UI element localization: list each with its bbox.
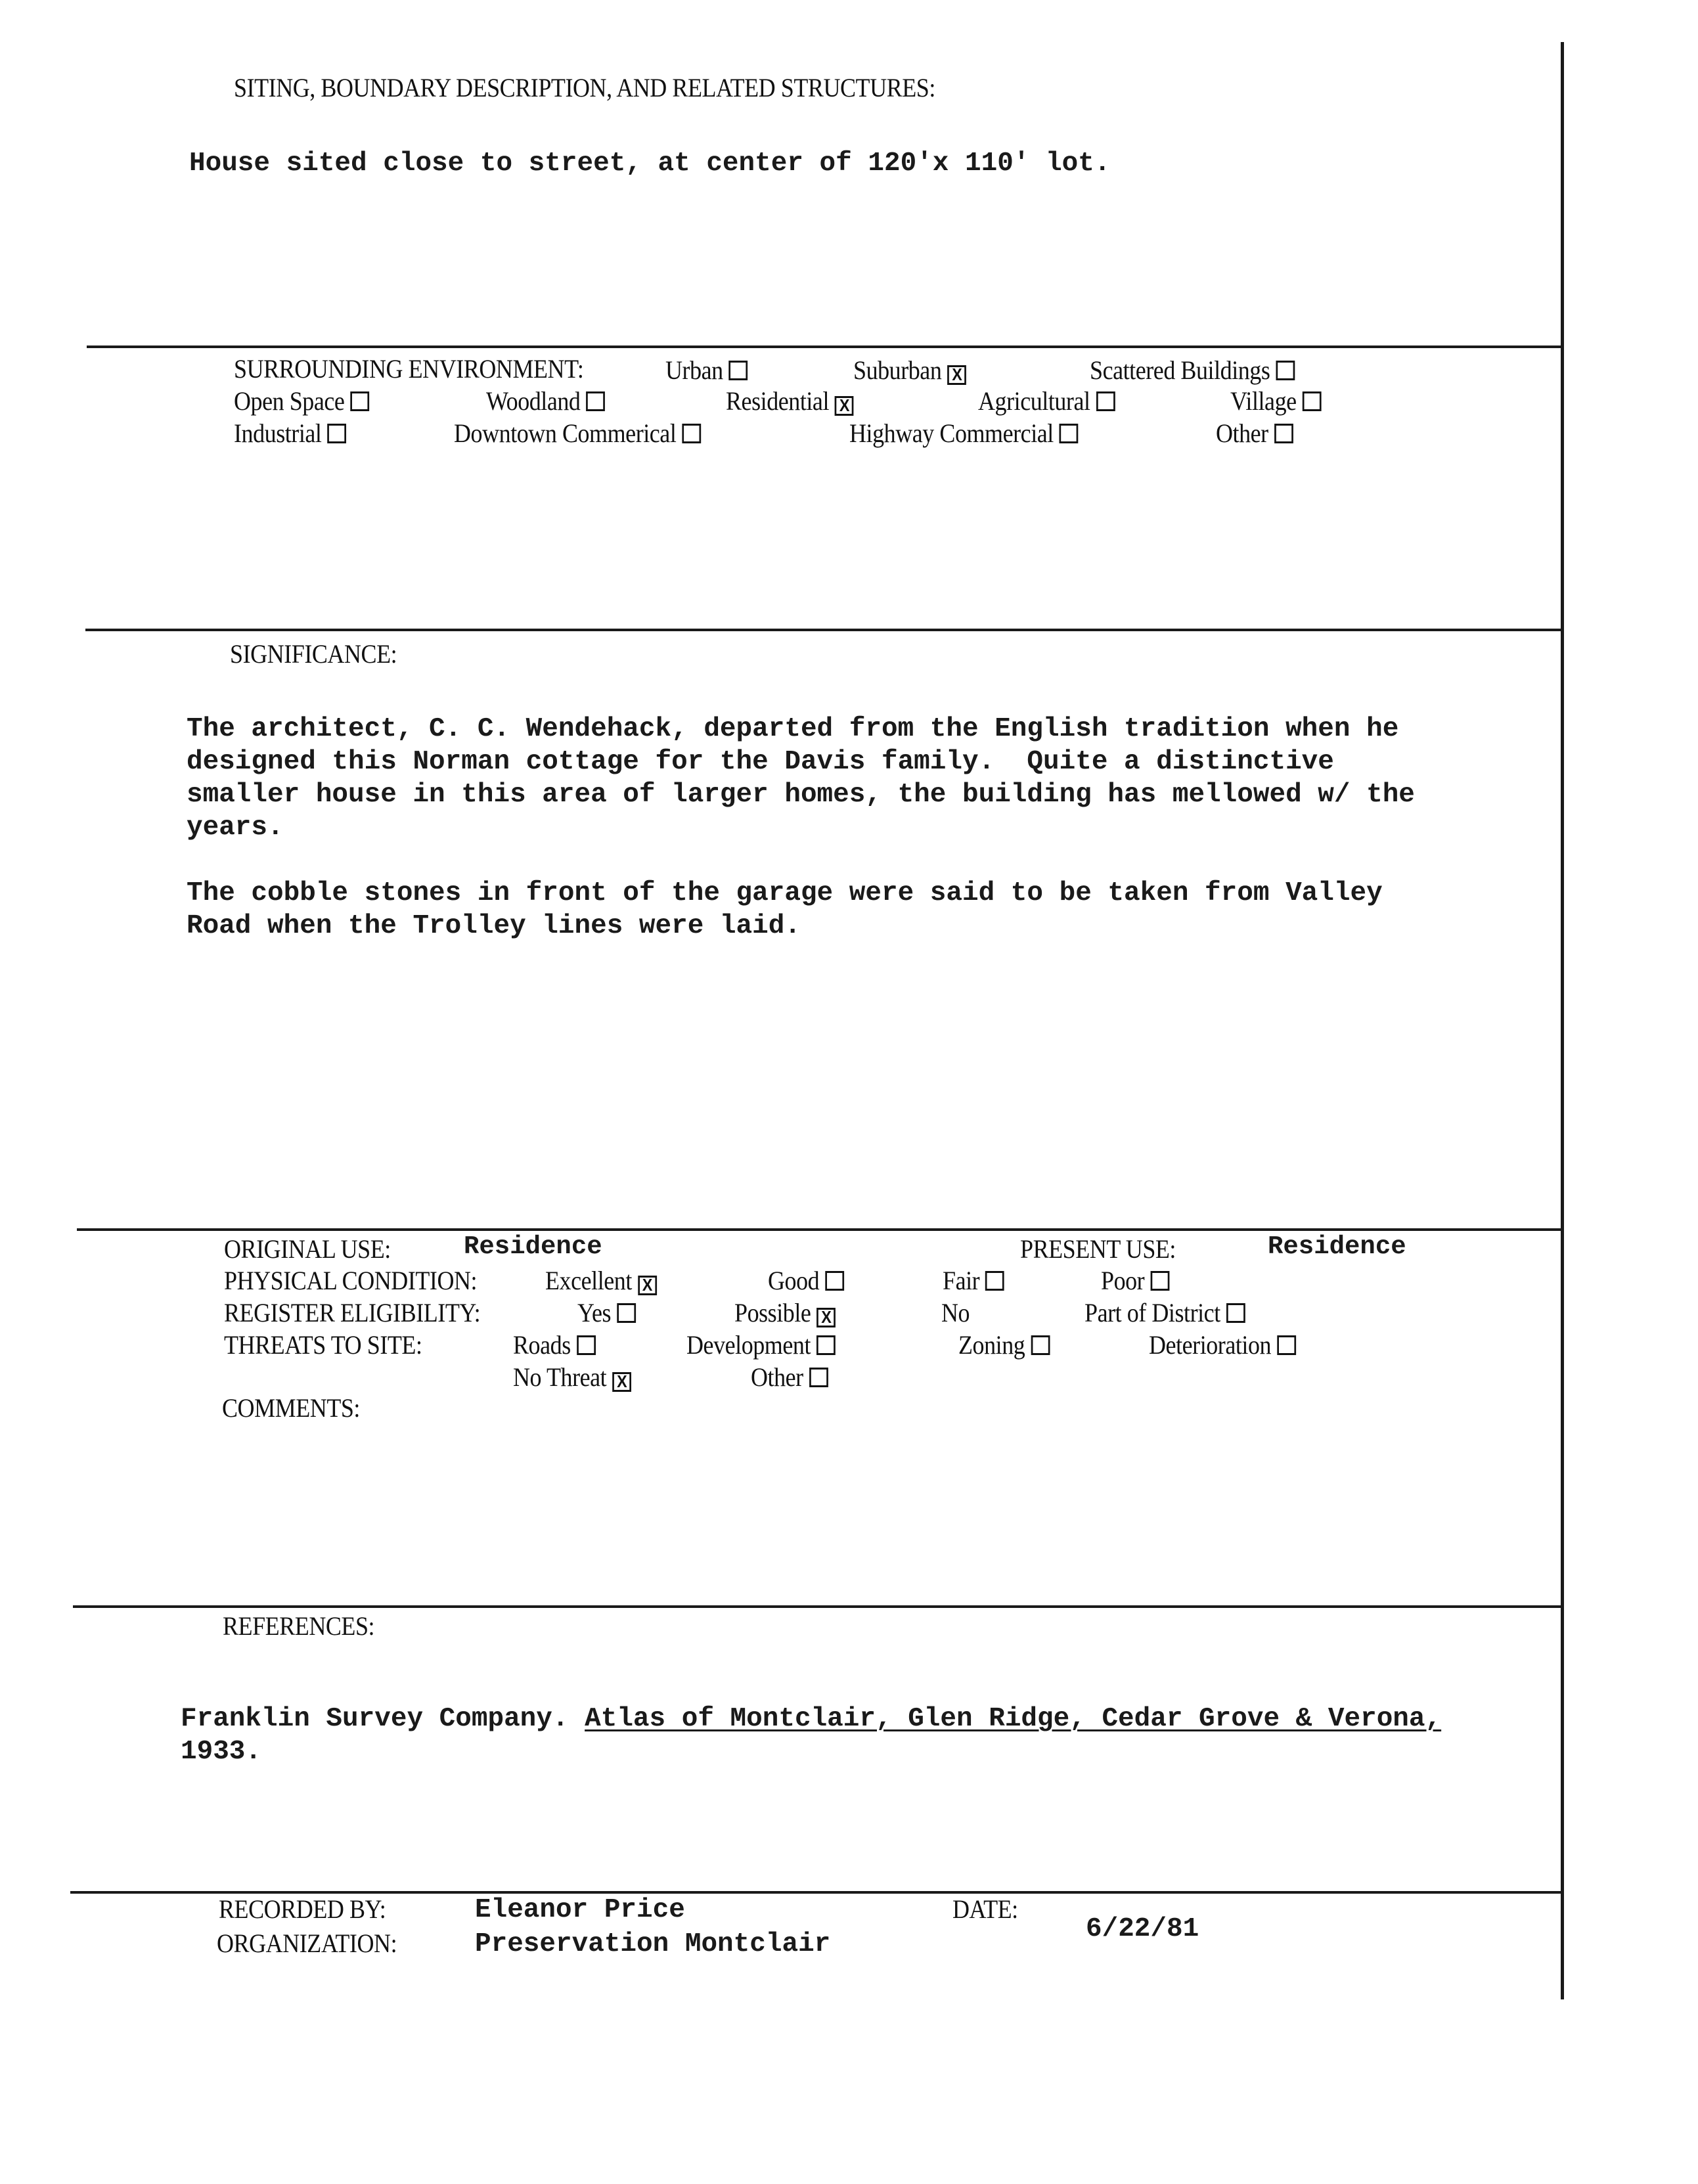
option-label: Part of District bbox=[1084, 1298, 1220, 1327]
checkbox-option-development[interactable] bbox=[686, 1329, 836, 1360]
checkbox-option-highway-commercial[interactable] bbox=[849, 418, 1079, 449]
reference-title: Atlas of Montclair, Glen Ridge, Cedar Grove & Verona, bbox=[585, 1704, 1442, 1734]
date-label: DATE: bbox=[952, 1894, 1018, 1924]
checkbox[interactable] bbox=[1226, 1303, 1245, 1323]
checkbox-option-industrial[interactable] bbox=[234, 418, 346, 449]
checkbox[interactable] bbox=[617, 1303, 636, 1323]
option-label: Deterioration bbox=[1149, 1330, 1272, 1360]
option-label: Possible bbox=[734, 1298, 811, 1327]
option-label: Agricultural bbox=[978, 386, 1090, 416]
option-label: Excellent bbox=[545, 1266, 632, 1295]
checkbox-option-other[interactable] bbox=[751, 1362, 828, 1393]
siting-heading: SITING, BOUNDARY DESCRIPTION, AND RELATED STRUCTURES: bbox=[234, 73, 935, 102]
checkbox-option-scattered-buildings[interactable] bbox=[1090, 355, 1295, 386]
checkbox-option-woodland[interactable] bbox=[486, 386, 605, 416]
checkbox-option-good[interactable] bbox=[768, 1265, 844, 1296]
checkbox[interactable] bbox=[1060, 424, 1079, 443]
checked-checkbox[interactable]: X bbox=[816, 1308, 836, 1327]
environment-heading: SURROUNDING ENVIRONMENT: bbox=[234, 354, 584, 384]
checkbox-option-open-space[interactable] bbox=[234, 386, 369, 416]
checkbox-option-no-threat[interactable] bbox=[513, 1362, 631, 1393]
checkbox-option-other[interactable] bbox=[1216, 418, 1293, 449]
checkbox-option-deterioration[interactable] bbox=[1149, 1329, 1296, 1360]
present-use-label: PRESENT USE: bbox=[1020, 1234, 1176, 1264]
option-label: Roads bbox=[513, 1330, 571, 1360]
references-heading: REFERENCES: bbox=[223, 1611, 375, 1641]
section-divider bbox=[85, 629, 1562, 631]
option-label: Development bbox=[686, 1330, 811, 1360]
threats-label: THREATS TO SITE: bbox=[224, 1330, 422, 1360]
checkbox[interactable] bbox=[682, 424, 701, 443]
significance-line: The architect, C. C. Wendehack, departed from the English tradition when he bbox=[187, 714, 1399, 744]
option-label: Scattered Buildings bbox=[1090, 355, 1270, 385]
checkbox[interactable] bbox=[816, 1335, 836, 1355]
checkbox-option-possible[interactable] bbox=[734, 1297, 836, 1328]
recorded-by-label: RECORDED BY: bbox=[219, 1894, 386, 1924]
checkbox-option-no[interactable] bbox=[941, 1297, 970, 1328]
reference-author: Franklin Survey Company. bbox=[181, 1704, 569, 1734]
option-label: Zoning bbox=[958, 1330, 1025, 1360]
original-use-value: Residence bbox=[464, 1232, 602, 1261]
checkbox-option-downtown-commerical[interactable] bbox=[454, 418, 701, 449]
right-margin-rule bbox=[1561, 42, 1564, 1999]
organization-value: Preservation Montclair bbox=[475, 1929, 831, 1959]
option-label: Yes bbox=[577, 1298, 612, 1327]
option-label: Fair bbox=[943, 1266, 980, 1295]
checked-checkbox[interactable]: X bbox=[612, 1372, 631, 1392]
checked-checkbox[interactable]: X bbox=[638, 1276, 657, 1295]
checkbox-option-excellent[interactable] bbox=[545, 1265, 657, 1296]
checked-checkbox[interactable]: X bbox=[947, 365, 966, 385]
significance-line: years. bbox=[187, 813, 284, 843]
comments-label: COMMENTS: bbox=[222, 1393, 360, 1423]
siting-text: House sited close to street, at center of 120'x 110' lot. bbox=[189, 148, 1111, 179]
section-divider bbox=[87, 345, 1562, 348]
condition-label: PHYSICAL CONDITION: bbox=[224, 1266, 478, 1295]
option-label: No bbox=[941, 1298, 970, 1327]
option-label: Residential bbox=[726, 386, 830, 416]
present-use-value: Residence bbox=[1268, 1232, 1406, 1261]
checkbox[interactable] bbox=[729, 361, 748, 380]
checked-checkbox[interactable]: X bbox=[835, 396, 854, 416]
option-label: Good bbox=[768, 1266, 820, 1295]
option-label: Downtown Commerical bbox=[454, 418, 677, 448]
option-label: Open Space bbox=[234, 386, 345, 416]
option-label: Urban bbox=[665, 355, 723, 385]
option-label: Other bbox=[1216, 418, 1268, 448]
significance-line: Road when the Trolley lines were laid. bbox=[187, 911, 801, 941]
significance-line: designed this Norman cottage for the Davis family. Quite a distinctive bbox=[187, 747, 1334, 777]
checkbox[interactable] bbox=[577, 1335, 596, 1355]
checkbox-option-part-of-district[interactable] bbox=[1084, 1297, 1245, 1328]
checkbox-option-fair[interactable] bbox=[943, 1265, 1004, 1296]
option-label: Village bbox=[1230, 386, 1297, 416]
option-label: Suburban bbox=[853, 355, 942, 385]
checkbox-option-zoning[interactable] bbox=[958, 1329, 1050, 1360]
organization-label: ORGANIZATION: bbox=[217, 1928, 397, 1958]
checkbox[interactable] bbox=[1303, 391, 1322, 411]
reference-entry bbox=[181, 1704, 1441, 1734]
option-label: Woodland bbox=[486, 386, 581, 416]
checkbox[interactable] bbox=[809, 1368, 828, 1387]
reference-year: 1933. bbox=[181, 1737, 262, 1767]
significance-line: smaller house in this area of larger homes, the building has mellowed w/ the bbox=[187, 780, 1415, 810]
checkbox-option-roads[interactable] bbox=[513, 1329, 596, 1360]
checkbox[interactable] bbox=[1274, 424, 1293, 443]
checkbox-option-suburban[interactable] bbox=[853, 355, 966, 386]
checkbox-option-agricultural[interactable] bbox=[978, 386, 1115, 416]
date-value: 6/22/81 bbox=[1086, 1914, 1199, 1944]
checkbox[interactable] bbox=[350, 391, 369, 411]
checkbox[interactable] bbox=[985, 1271, 1004, 1291]
checkbox[interactable] bbox=[586, 391, 605, 411]
option-label: Industrial bbox=[234, 418, 322, 448]
checkbox-option-yes[interactable] bbox=[577, 1297, 636, 1328]
option-label: Other bbox=[751, 1362, 803, 1392]
original-use-label: ORIGINAL USE: bbox=[224, 1234, 391, 1264]
checkbox[interactable] bbox=[1096, 391, 1115, 411]
eligibility-label: REGISTER ELIGIBILITY: bbox=[224, 1298, 481, 1327]
checkbox[interactable] bbox=[825, 1271, 844, 1291]
option-label: Highway Commercial bbox=[849, 418, 1054, 448]
checkbox[interactable] bbox=[1276, 361, 1295, 380]
checkbox-option-urban[interactable] bbox=[665, 355, 748, 386]
checkbox-option-village[interactable] bbox=[1230, 386, 1321, 416]
section-divider bbox=[77, 1228, 1562, 1231]
option-label: Poor bbox=[1101, 1266, 1145, 1295]
significance-heading: SIGNIFICANCE: bbox=[230, 639, 397, 669]
checkbox[interactable] bbox=[327, 424, 346, 443]
recorded-by-value: Eleanor Price bbox=[475, 1895, 685, 1925]
significance-line: The cobble stones in front of the garage were said to be taken from Valley bbox=[187, 878, 1383, 908]
checkbox-option-residential[interactable] bbox=[726, 386, 854, 416]
option-label: No Threat bbox=[513, 1362, 607, 1392]
section-divider bbox=[73, 1605, 1562, 1608]
checkbox[interactable] bbox=[1150, 1271, 1169, 1291]
checkbox[interactable] bbox=[1031, 1335, 1050, 1355]
checkbox-option-poor[interactable] bbox=[1101, 1265, 1169, 1296]
checkbox[interactable] bbox=[1277, 1335, 1296, 1355]
